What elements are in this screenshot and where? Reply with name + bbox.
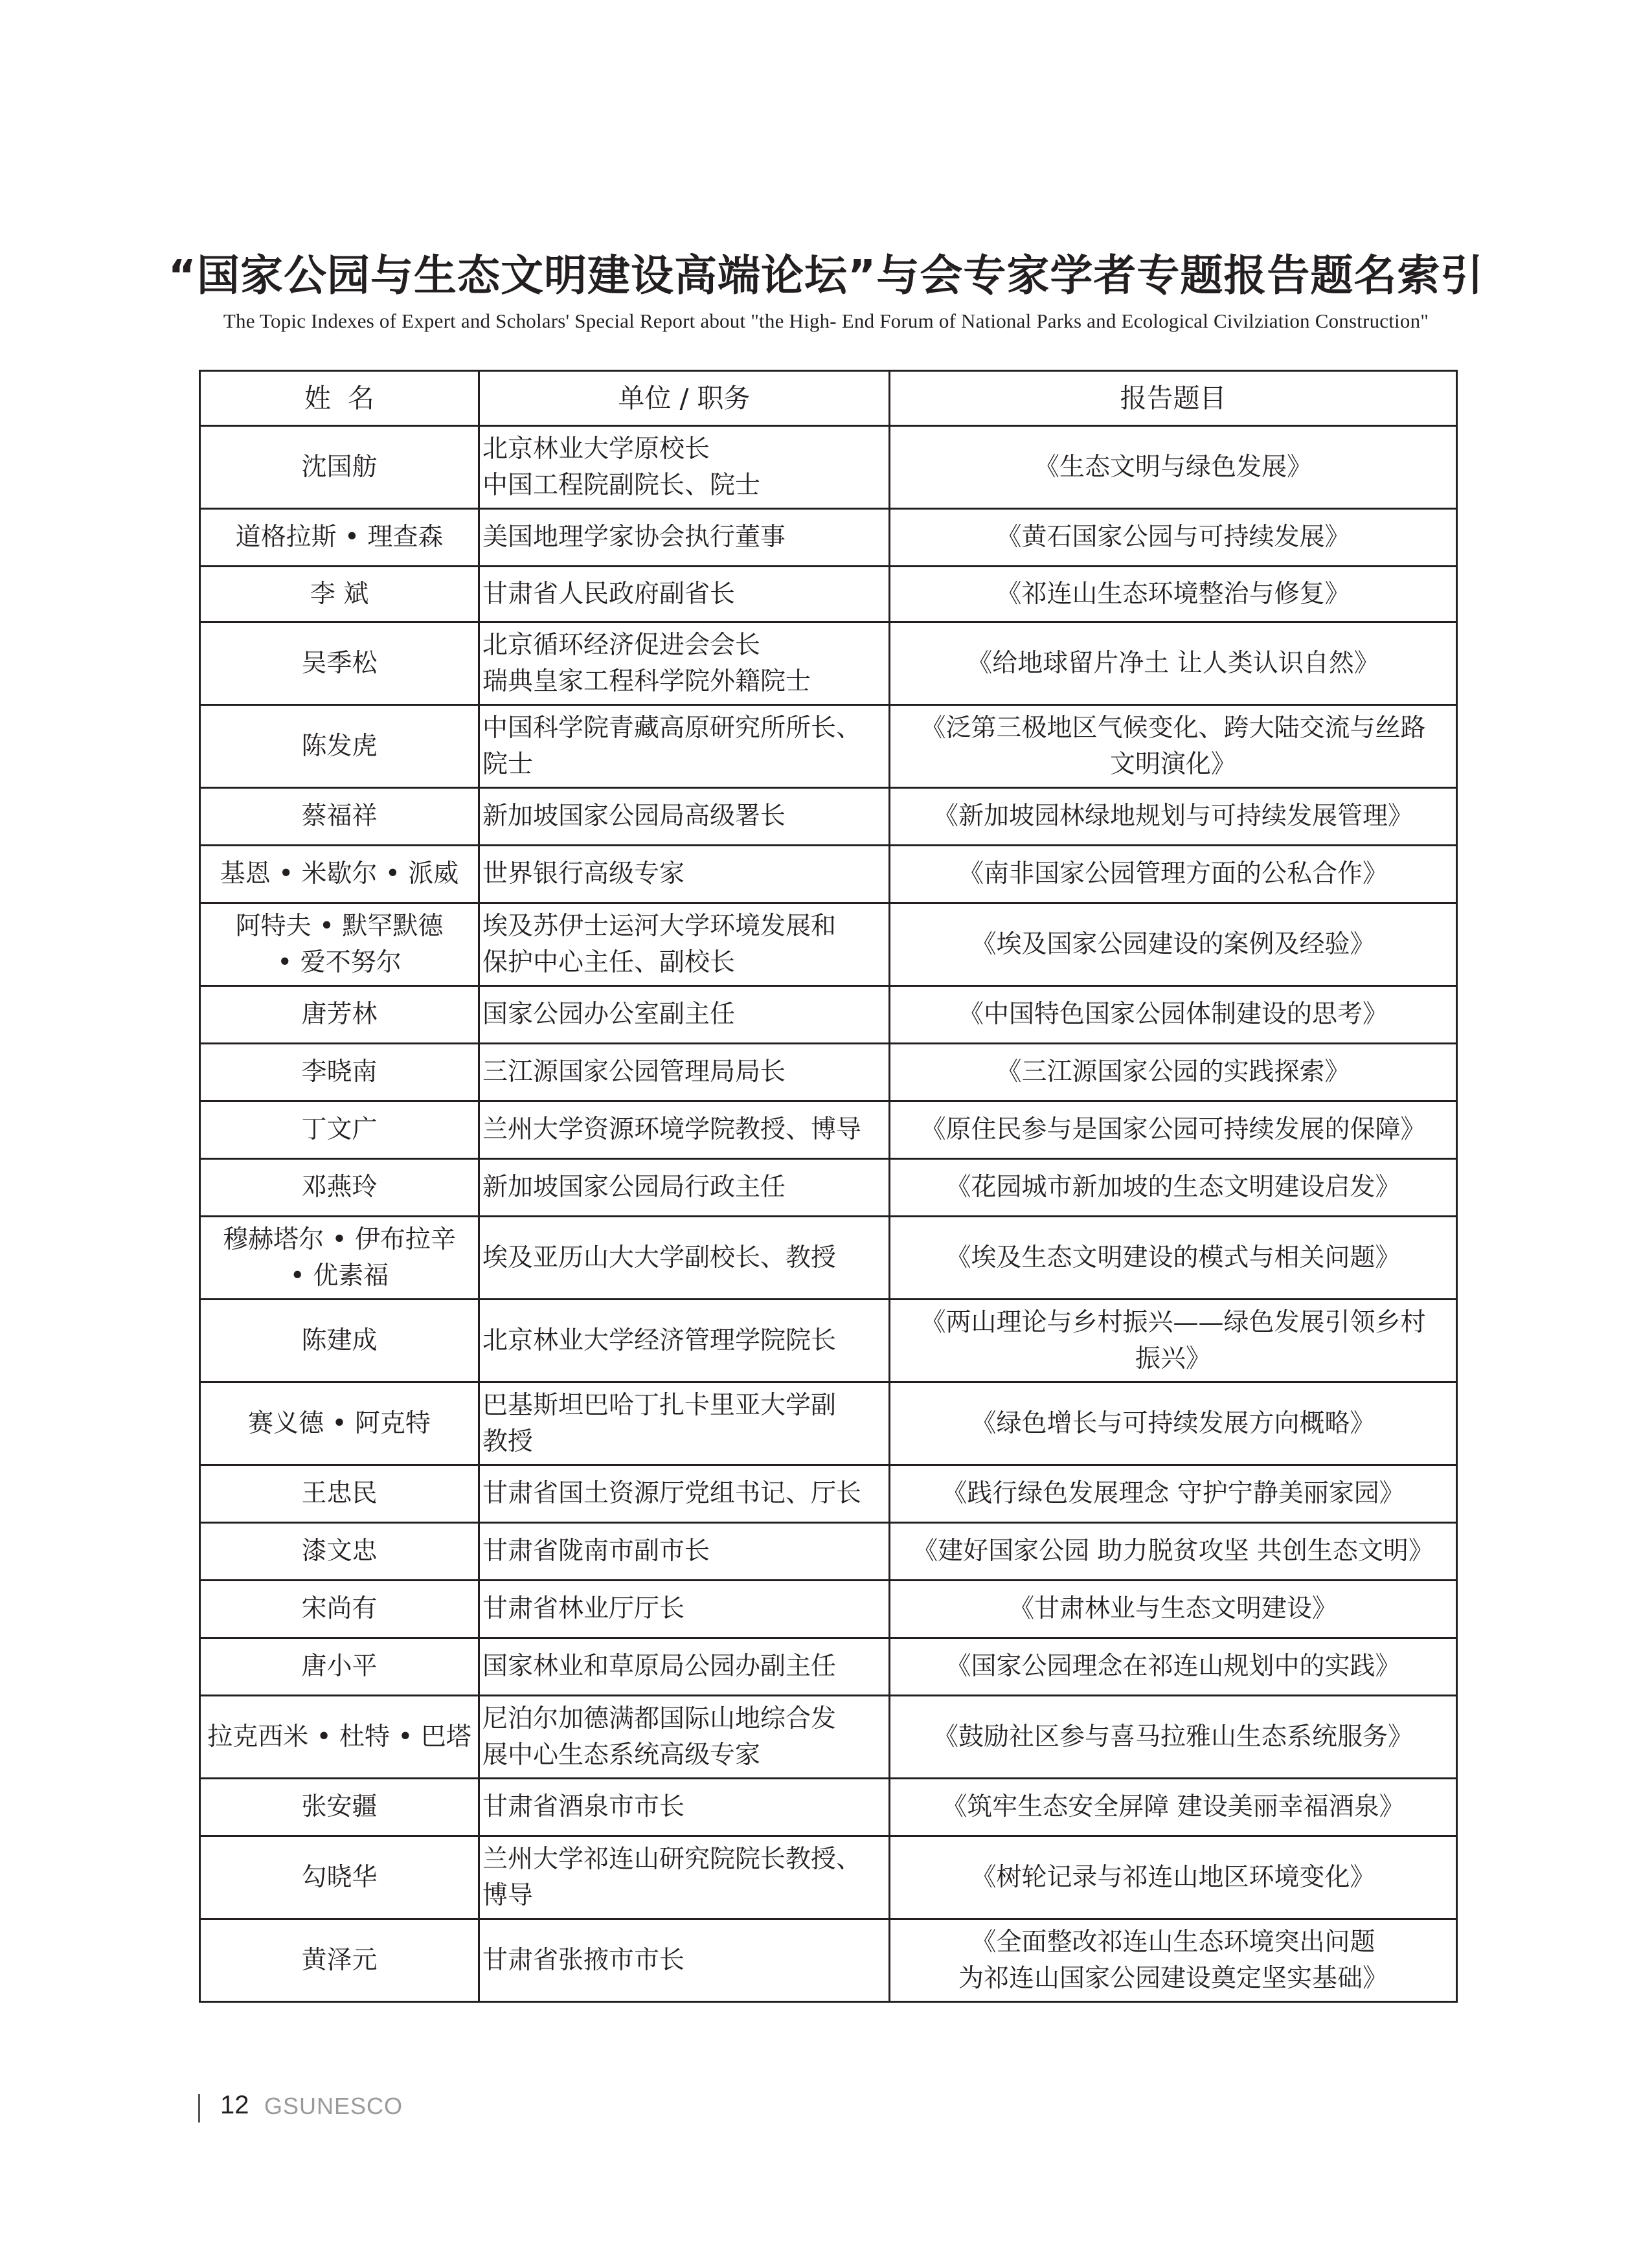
topic-cell: 《黄石国家公园与可持续发展》 xyxy=(890,509,1457,567)
name-cell: 王忠民 xyxy=(200,1465,479,1523)
topic-cell: 《鼓励社区参与喜马拉雅山生态系统服务》 xyxy=(890,1696,1457,1779)
org-cell: 埃及苏伊士运河大学环境发展和 保护中心主任、副校长 xyxy=(479,903,890,986)
name-cell: 黄泽元 xyxy=(200,1919,479,2002)
name-cell: 李 斌 xyxy=(200,567,479,622)
org-cell: 尼泊尔加德满都国际山地综合发 展中心生态系统高级专家 xyxy=(479,1696,890,1779)
header-topic: 报告题目 xyxy=(890,371,1457,426)
topic-cell: 《建好国家公园 助力脱贫攻坚 共创生态文明》 xyxy=(890,1523,1457,1581)
topic-cell: 《南非国家公园管理方面的公私合作》 xyxy=(890,846,1457,903)
table-row xyxy=(200,903,1457,986)
topic-cell: 《绿色增长与可持续发展方向概略》 xyxy=(890,1382,1457,1465)
name-cell: 陈建成 xyxy=(200,1300,479,1382)
table-row xyxy=(200,622,1457,705)
table-row xyxy=(200,1696,1457,1779)
topic-cell: 《中国特色国家公园体制建设的思考》 xyxy=(890,986,1457,1044)
name-cell: 拉克西米 • 杜特 • 巴塔 xyxy=(200,1696,479,1779)
topic-cell: 《祁连山生态环境整治与修复》 xyxy=(890,567,1457,622)
table-row xyxy=(200,426,1457,509)
table-row xyxy=(200,1300,1457,1382)
name-cell: 穆赫塔尔 • 伊布拉辛 • 优素福 xyxy=(200,1217,479,1300)
topic-cell: 《埃及国家公园建设的案例及经验》 xyxy=(890,903,1457,986)
org-cell: 兰州大学祁连山研究院院长教授、 博导 xyxy=(479,1836,890,1919)
header-name: 姓 名 xyxy=(200,371,479,426)
org-cell: 新加坡国家公园局行政主任 xyxy=(479,1159,890,1217)
topic-cell: 《原住民参与是国家公园可持续发展的保障》 xyxy=(890,1101,1457,1159)
table-row xyxy=(200,1044,1457,1101)
org-cell: 巴基斯坦巴哈丁扎卡里亚大学副 教授 xyxy=(479,1382,890,1465)
name-cell: 唐小平 xyxy=(200,1638,479,1696)
org-cell: 甘肃省人民政府副省长 xyxy=(479,567,890,622)
topic-cell: 《新加坡园林绿地规划与可持续发展管理》 xyxy=(890,788,1457,846)
name-cell: 沈国舫 xyxy=(200,426,479,509)
name-cell: 张安疆 xyxy=(200,1779,479,1836)
topic-cell: 《甘肃林业与生态文明建设》 xyxy=(890,1581,1457,1638)
table-row xyxy=(200,986,1457,1044)
topic-cell: 《埃及生态文明建设的模式与相关问题》 xyxy=(890,1217,1457,1300)
header-org: 单位 / 职务 xyxy=(479,371,890,426)
table-row xyxy=(200,1779,1457,1836)
table-row xyxy=(200,1217,1457,1300)
org-cell: 北京林业大学原校长 中国工程院副院长、院士 xyxy=(479,426,890,509)
table-row xyxy=(200,1382,1457,1465)
name-cell: 邓燕玲 xyxy=(200,1159,479,1217)
report-index-table xyxy=(199,370,1458,2003)
org-cell: 新加坡国家公园局高级署长 xyxy=(479,788,890,846)
table-row xyxy=(200,1101,1457,1159)
org-cell: 埃及亚历山大大学副校长、教授 xyxy=(479,1217,890,1300)
topic-cell: 《全面整改祁连山生态环境突出问题 为祁连山国家公园建设奠定坚实基础》 xyxy=(890,1919,1457,2002)
table-row xyxy=(200,567,1457,622)
org-cell: 国家公园办公室副主任 xyxy=(479,986,890,1044)
table-row xyxy=(200,1465,1457,1523)
topic-cell: 《泛第三极地区气候变化、跨大陆交流与丝路 文明演化》 xyxy=(890,705,1457,788)
table-header-row xyxy=(200,371,1457,426)
org-cell: 兰州大学资源环境学院教授、博导 xyxy=(479,1101,890,1159)
name-cell: 基恩 • 米歇尔 • 派威 xyxy=(200,846,479,903)
table-row xyxy=(200,788,1457,846)
org-cell: 美国地理学家协会执行董事 xyxy=(479,509,890,567)
footer-divider xyxy=(198,2094,200,2123)
name-cell: 吴季松 xyxy=(200,622,479,705)
topic-cell: 《两山理论与乡村振兴——绿色发展引领乡村 振兴》 xyxy=(890,1300,1457,1382)
topic-cell: 《树轮记录与祁连山地区环境变化》 xyxy=(890,1836,1457,1919)
table-row xyxy=(200,705,1457,788)
name-cell: 道格拉斯 • 理查森 xyxy=(200,509,479,567)
org-cell: 甘肃省张掖市市长 xyxy=(479,1919,890,2002)
org-cell: 中国科学院青藏高原研究所所长、 院士 xyxy=(479,705,890,788)
page-number: 12 xyxy=(220,2091,249,2119)
page-title: “国家公园与生态文明建设高端论坛”与会专家学者专题报告题名索引 xyxy=(168,251,1484,300)
org-cell: 甘肃省酒泉市市长 xyxy=(479,1779,890,1836)
name-cell: 赛义德 • 阿克特 xyxy=(200,1382,479,1465)
org-cell: 北京林业大学经济管理学院院长 xyxy=(479,1300,890,1382)
org-cell: 甘肃省国土资源厅党组书记、厅长 xyxy=(479,1465,890,1523)
name-cell: 蔡福祥 xyxy=(200,788,479,846)
name-cell: 唐芳林 xyxy=(200,986,479,1044)
topic-cell: 《筑牢生态安全屏障 建设美丽幸福酒泉》 xyxy=(890,1779,1457,1836)
topic-cell: 《国家公园理念在祁连山规划中的实践》 xyxy=(890,1638,1457,1696)
table-row xyxy=(200,1523,1457,1581)
org-cell: 三江源国家公园管理局局长 xyxy=(479,1044,890,1101)
page-subtitle: The Topic Indexes of Expert and Scholars' Special Report about "the High- End Forum of National Parks and Ecological Civilziation Construction" xyxy=(223,310,1429,332)
org-cell: 国家林业和草原局公园办副主任 xyxy=(479,1638,890,1696)
table-row xyxy=(200,1159,1457,1217)
org-cell: 甘肃省陇南市副市长 xyxy=(479,1523,890,1581)
name-cell: 勾晓华 xyxy=(200,1836,479,1919)
footer-brand: GSUNESCO xyxy=(264,2093,403,2119)
table-row xyxy=(200,1581,1457,1638)
table-row xyxy=(200,846,1457,903)
table-row xyxy=(200,509,1457,567)
topic-cell: 《践行绿色发展理念 守护宁静美丽家园》 xyxy=(890,1465,1457,1523)
org-cell: 甘肃省林业厅厅长 xyxy=(479,1581,890,1638)
org-cell: 世界银行高级专家 xyxy=(479,846,890,903)
name-cell: 宋尚有 xyxy=(200,1581,479,1638)
topic-cell: 《给地球留片净土 让人类认识自然》 xyxy=(890,622,1457,705)
name-cell: 漆文忠 xyxy=(200,1523,479,1581)
table-row xyxy=(200,1919,1457,2002)
table-row xyxy=(200,1638,1457,1696)
org-cell: 北京循环经济促进会会长 瑞典皇家工程科学院外籍院士 xyxy=(479,622,890,705)
name-cell: 阿特夫 • 默罕默德 • 爱不努尔 xyxy=(200,903,479,986)
table-row xyxy=(200,1836,1457,1919)
name-cell: 李晓南 xyxy=(200,1044,479,1101)
topic-cell: 《生态文明与绿色发展》 xyxy=(890,426,1457,509)
topic-cell: 《花园城市新加坡的生态文明建设启发》 xyxy=(890,1159,1457,1217)
name-cell: 丁文广 xyxy=(200,1101,479,1159)
topic-cell: 《三江源国家公园的实践探索》 xyxy=(890,1044,1457,1101)
name-cell: 陈发虎 xyxy=(200,705,479,788)
